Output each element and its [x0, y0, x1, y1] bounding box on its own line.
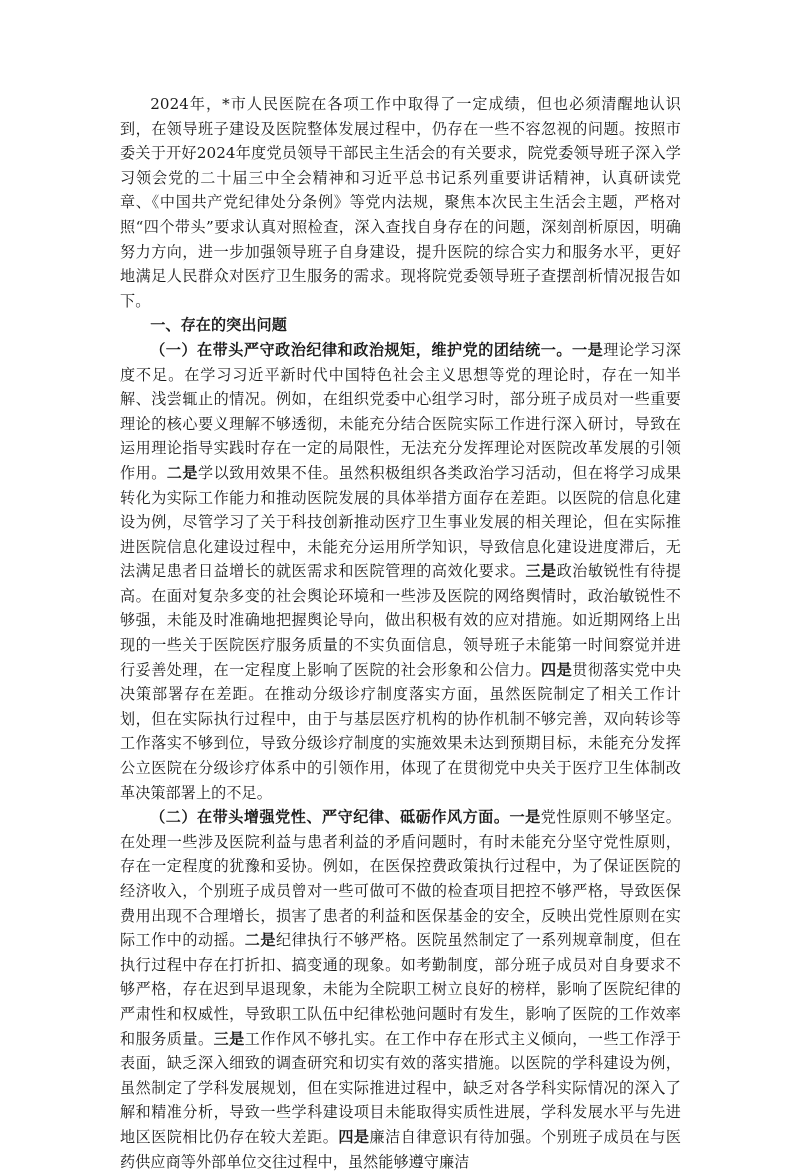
- point-marker: 三是: [213, 1029, 245, 1048]
- point-marker: 三是: [525, 562, 557, 581]
- point-text: 理论学习深度不足。在学习习近平新时代中国特色社会主义思想等党的理论时，存在一知半解、浅尝辄止的情况。例如，在组织党委中心组学习时，部分班子成员对一些重要理论的核心要义理解不够透彻，未能充分结合医院实际工作进行深入研讨，导致在运用理论指导实践时存在一定的局限性，无法充分发挥理论对医院改革发展的引领作用。: [120, 340, 681, 482]
- subsection-1-heading: （一）在带头严守政治纪律和政治规矩，维护党的团结统一。: [150, 340, 573, 359]
- point-text: 学以致用效果不佳。虽然积极组织各类政治学习活动，但在将学习成果转化为实际工作能力和推动医院发展的具体举措方面存在差距。以医院的信息化建设为例，尽管学习了关于科技创新推动医疗卫生事业发展的相关理论，但在实际推进医院信息化建设过程中，未能充分运用所学知识，导致信息化建设进度滞后，无法满足患者日益增长的就医需求和医院管理的高效化要求。: [120, 463, 682, 581]
- point-text: 工作作风不够扎实。在工作中存在形式主义倾向，一些工作浮于表面，缺乏深入细致的调查研究和切实有效的落实措施。以医院的学科建设为例，虽然制定了学科发展规划，但在实际推进过程中，缺乏对各学科实际情况的深入了解和精准分析，导致一些学科建设项目未能取得实质性进展，学科发展水平与先进地区医院相比仍存在较大差距。: [120, 1029, 682, 1146]
- point-marker: 一是: [572, 340, 604, 359]
- intro-paragraph: 2024年，*市人民医院在各项工作中取得了一定成绩，但也必须清醒地认识到，在领导班子建设及医院整体发展过程中，仍存在一些不容忽视的问题。按照市委关于开好2024年度党员领导干部民主生活会的有关要求，院党委领导班子深入学习领会党的二十届三中全会精神和习近平总书记系列重要讲话精神，认真研读党章、《中国共产党纪律处分条例》等党内法规，聚焦本次民主生活会主题，严格对照“四个带头”要求认真对照检查，深入查找自身存在的问题，深刻剖析原因，明确努力方向，进一步加强领导班子自身建设，提升医院的综合实力和服务水平，更好地满足人民群众对医疗卫生服务的需求。现将院党委领导班子查摆剖析情况报告如下。: [120, 95, 681, 310]
- point-text: 贯彻落实党中央决策部署存在差距。在推动分级诊疗制度落实方面，虽然医院制定了相关工作计划，但在实际执行过程中，由于与基层医疗机构的协作机制不够完善，双向转诊等工作落实不够到位，导致分级诊疗制度的实施效果未达到预期目标，未能充分发挥公立医院在分级诊疗体系中的引领作用，体现了在贯彻党中央关于医疗卫生体制改革决策部署上的不足。: [120, 660, 682, 802]
- point-marker: 一是: [509, 808, 541, 827]
- point-marker: 二是: [166, 463, 198, 482]
- point-marker: 四是: [338, 1127, 370, 1146]
- document-body: [120, 92, 681, 1174]
- point-text: 政治敏锐性有待提高。在面对复杂多变的社会舆论环境和一些涉及医院的网络舆情时，政治敏锐性不够强，未能及时准确地把握舆论导向，做出积极有效的应对措施。如近期网络上出现的一些关于医院医疗服务质量的不实负面信息，领导班子未能第一时间察觉并进行妥善处理，在一定程度上影响了医院的社会形象和公信力。: [120, 562, 682, 679]
- subsection-2-paragraph: [120, 805, 681, 1174]
- point-text: 廉洁自律意识有待加强。个别班子成员在与医药供应商等外部单位交往过程中，虽然能够遵守廉洁: [120, 1127, 682, 1171]
- subsection-2-heading: （二）在带头增强党性、严守纪律、砥砺作风方面。: [150, 808, 510, 827]
- subsection-1-paragraph: [120, 338, 681, 805]
- section-heading: 一、存在的突出问题: [150, 316, 287, 335]
- point-text: 党性原则不够坚定。在处理一些涉及医院利益与患者利益的矛盾问题时，有时未能充分坚守党性原则，存在一定程度的犹豫和妥协。例如，在医保控费政策执行过程中，为了保证医院的经济收入，个别班子成员曾对一些可做可不做的检查项目把控不够严格，导致医保费用出现不合理增长，损害了患者的利益和医保基金的安全，反映出党性原则在实际工作中的动摇。: [120, 808, 681, 950]
- point-marker: 二是: [244, 931, 276, 950]
- point-marker: 四是: [541, 660, 573, 679]
- point-text: 纪律执行不够严格。医院虽然制定了一系列规章制度，但在执行过程中存在打折扣、搞变通的现象。如考勤制度，部分班子成员对自身要求不够严格，存在迟到早退现象，未能为全院职工树立良好的榜样，影响了医院纪律的严肃性和权威性，导致职工队伍中纪律松弛问题时有发生，影响了医院的工作效率和服务质量。: [120, 931, 682, 1048]
